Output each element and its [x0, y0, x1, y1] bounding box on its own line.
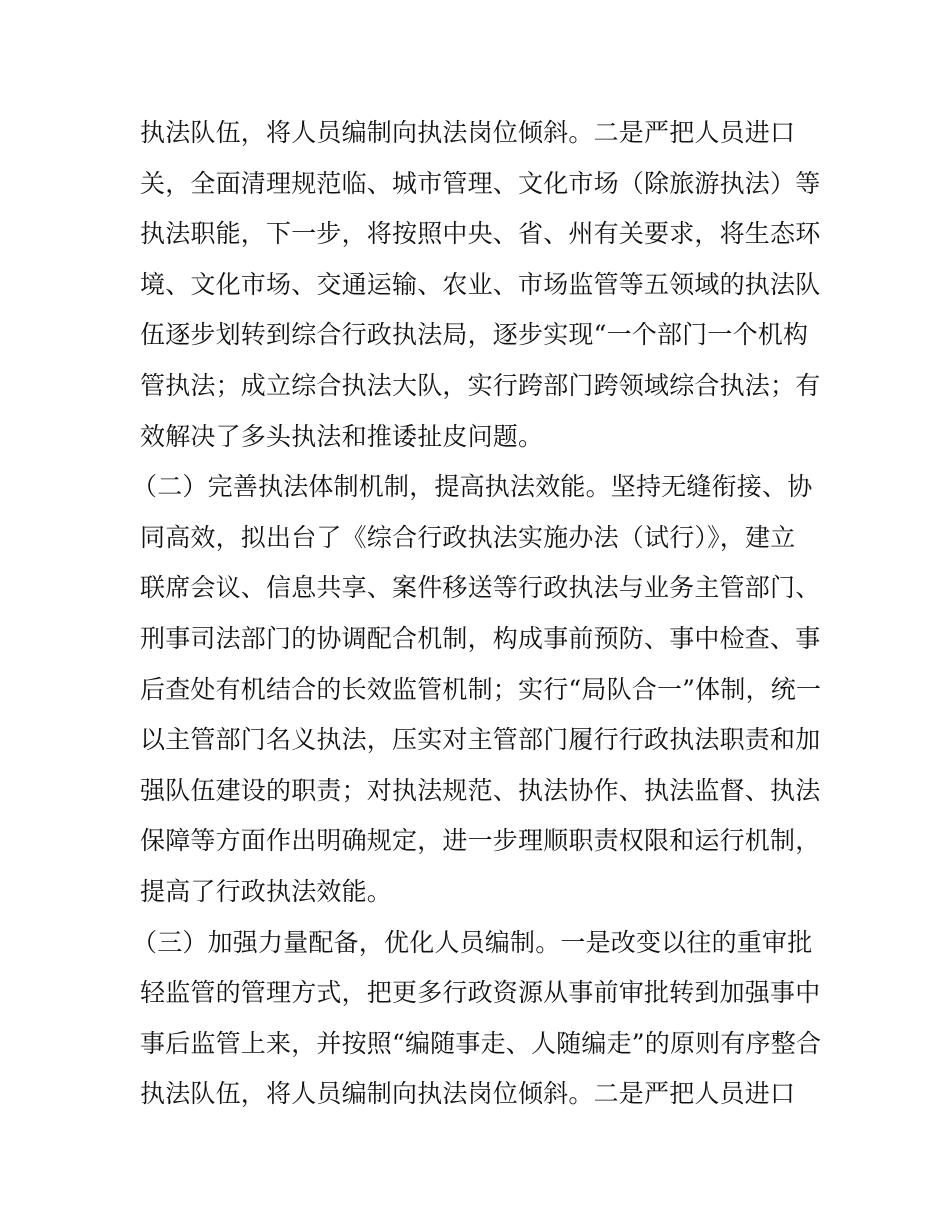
- text-line: 执法职能，下一步，将按照中央、省、州有关要求，将生态环: [140, 219, 821, 249]
- text-line: 刑事司法部门的协调配合机制，构成事前预防、事中检查、事: [140, 623, 821, 653]
- text-line: 提高了行政执法效能。: [140, 876, 393, 906]
- text-line: 保障等方面作出明确规定，进一步理顺职责权限和运行机制，: [140, 826, 821, 856]
- text-line: 联席会议、信息共享、案件移送等行政执法与业务主管部门、: [140, 573, 821, 603]
- text-line: 事后监管上来，并按照“编随事走、人随编走”的原则有序整合: [140, 1028, 822, 1058]
- text-line: 后查处有机结合的长效监管机制；实行“局队合一”体制，统一: [140, 674, 822, 704]
- text-line: 轻监管的管理方式，把更多行政资源从事前审批转到加强事中: [140, 978, 821, 1008]
- text-line: 境、文化市场、交通运输、农业、市场监管等五领域的执法队: [140, 269, 821, 299]
- section-heading-line: （三）加强力量配备，优化人员编制。一是改变以往的重审批: [132, 927, 813, 957]
- text-line: 强队伍建设的职责；对执法规范、执法协作、执法监督、执法: [140, 775, 821, 805]
- text-line: 关，全面清理规范临、城市管理、文化市场（除旅游执法）等: [140, 168, 821, 198]
- text-line: 执法队伍，将人员编制向执法岗位倾斜。二是严把人员进口: [140, 1079, 796, 1109]
- body-text: [132, 108, 822, 1120]
- section-heading-line: （二）完善执法体制机制，提高执法效能。坚持无缝衔接、协: [132, 472, 813, 502]
- text-line: 以主管部门名义执法，压实对主管部门履行行政执法职责和加: [140, 725, 821, 755]
- text-line: 管执法；成立综合执法大队，实行跨部门跨领域综合执法；有: [140, 370, 821, 400]
- text-line: 效解决了多头执法和推诿扯皮问题。: [140, 421, 544, 451]
- text-line: 执法队伍，将人员编制向执法岗位倾斜。二是严把人员进口: [140, 118, 796, 147]
- text-line: 同高效，拟出台了《综合行政执法实施办法（试行）》，建立: [140, 522, 796, 552]
- text-line: 伍逐步划转到综合行政执法局，逐步实现“一个部门一个机构: [140, 320, 809, 350]
